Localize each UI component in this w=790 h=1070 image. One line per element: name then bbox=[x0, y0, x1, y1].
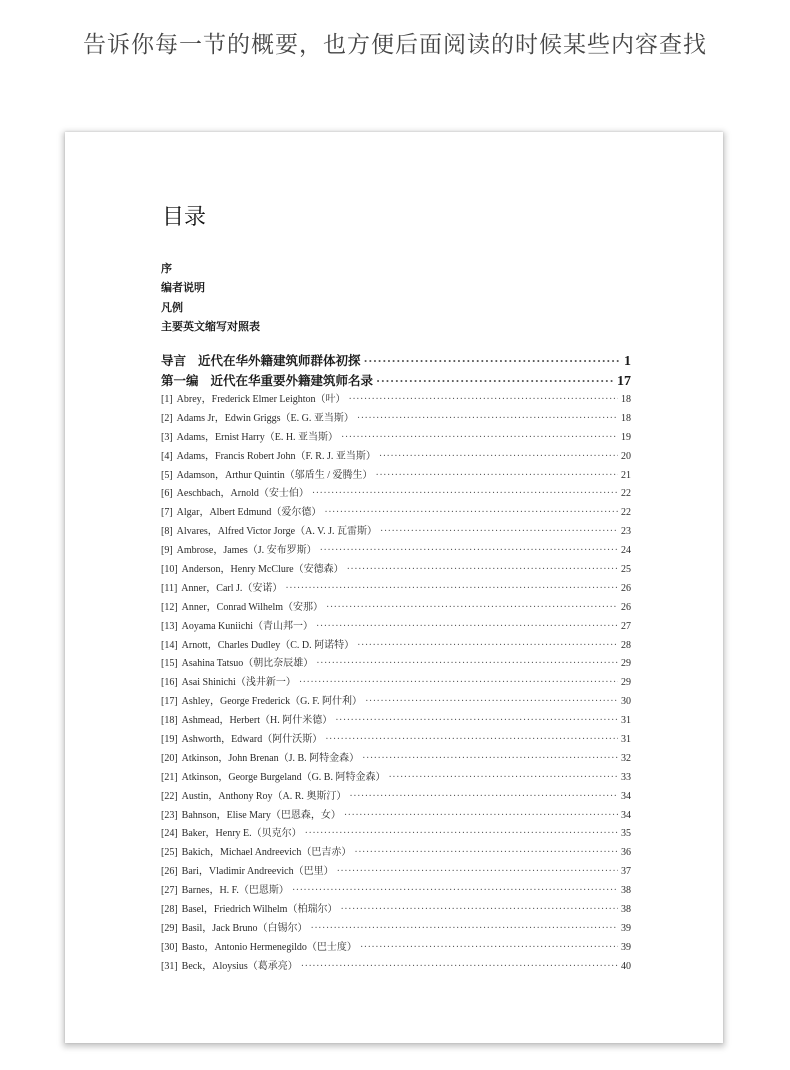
front-matter-item: 主要英文缩写对照表 bbox=[161, 319, 260, 333]
entry-number: [14] bbox=[161, 639, 178, 651]
entry-name: Baker，Henry E.（贝克尔） bbox=[181, 828, 302, 840]
page-number: 40 bbox=[621, 960, 631, 972]
toc-entry bbox=[161, 504, 631, 523]
dot-leader bbox=[316, 655, 618, 674]
entry-name: Asai Shinichi（浅井新一） bbox=[181, 677, 296, 689]
entry-name: Algar，Albert Edmund（爱尔德） bbox=[176, 507, 322, 519]
entry-name: Aoyama Kuniichi（青山邦一） bbox=[181, 620, 314, 632]
entry-number: [25] bbox=[161, 847, 178, 859]
toc-entry bbox=[161, 769, 631, 788]
page-number: 23 bbox=[621, 526, 631, 538]
page-number: 39 bbox=[621, 922, 631, 934]
entry-name: Bari，Vladimir Andreevich（巴里） bbox=[181, 866, 334, 878]
page-number: 27 bbox=[621, 620, 631, 632]
toc-entry bbox=[161, 863, 631, 882]
entry-name: Asahina Tatsuo（朝比奈辰雄） bbox=[181, 658, 314, 670]
entry-name: Austin，Anthony Roy（A. R. 奥斯汀） bbox=[181, 790, 347, 802]
entry-number: [23] bbox=[161, 809, 178, 821]
dot-leader bbox=[337, 863, 618, 882]
toc-entry bbox=[161, 712, 631, 731]
toc-entry bbox=[161, 807, 631, 826]
dot-leader bbox=[349, 391, 618, 410]
page-number: 18 bbox=[621, 412, 631, 424]
dot-leader bbox=[324, 504, 618, 523]
toc-entry bbox=[161, 882, 631, 901]
page-number: 1 bbox=[624, 354, 631, 369]
toc-entry bbox=[161, 637, 631, 656]
page-number: 34 bbox=[621, 790, 631, 802]
dot-leader bbox=[357, 410, 618, 429]
page-number: 29 bbox=[621, 677, 631, 689]
toc-entry bbox=[161, 825, 631, 844]
page-number: 32 bbox=[621, 752, 631, 764]
entry-number: [18] bbox=[161, 715, 178, 727]
page-title: 目录 bbox=[162, 205, 207, 230]
page-number: 19 bbox=[621, 431, 631, 443]
entry-number: [19] bbox=[161, 734, 178, 746]
toc-entry bbox=[161, 410, 631, 429]
toc-entry bbox=[161, 901, 631, 920]
entry-name: Anner，Carl J.（安诺） bbox=[181, 582, 283, 594]
dot-leader bbox=[292, 882, 618, 901]
entry-number: [21] bbox=[161, 771, 178, 783]
toc-entry bbox=[161, 429, 631, 448]
toc-entry bbox=[161, 939, 631, 958]
entry-number: [6] bbox=[161, 488, 173, 500]
toc-list bbox=[161, 351, 631, 977]
toc-entry bbox=[161, 523, 631, 542]
banner-caption: 告诉你每一节的概要，也方便后面阅读的时候某些内容查找 bbox=[83, 32, 707, 58]
page-number: 37 bbox=[621, 866, 631, 878]
entry-number: [4] bbox=[161, 450, 173, 462]
toc-entry bbox=[161, 674, 631, 693]
entry-name: Adamson，Arthur Quintin（邬盾生 / 爱腾生） bbox=[176, 469, 373, 481]
dot-leader bbox=[305, 825, 618, 844]
dot-leader bbox=[299, 674, 618, 693]
page-number: 38 bbox=[621, 904, 631, 916]
entry-name: Bahnson，Elise Mary（巴恩森，女） bbox=[181, 809, 341, 821]
toc-entry bbox=[161, 750, 631, 769]
dot-leader bbox=[301, 958, 618, 977]
toc-entry bbox=[161, 693, 631, 712]
entry-name: Atkinson，John Brenan（J. B. 阿特金森） bbox=[181, 752, 360, 764]
entry-number: [20] bbox=[161, 752, 178, 764]
entry-name: Adams，Ernist Harry（E. H. 亚当斯） bbox=[176, 431, 339, 443]
entry-name: Basto，Antonio Hermenegildo（巴士度） bbox=[181, 941, 357, 953]
entry-number: [13] bbox=[161, 620, 178, 632]
entry-number: [9] bbox=[161, 545, 173, 557]
entry-number: [28] bbox=[161, 904, 178, 916]
page-number: 31 bbox=[621, 734, 631, 746]
dot-leader bbox=[285, 580, 618, 599]
front-matter-item: 序 bbox=[161, 262, 172, 275]
toc-entry bbox=[161, 920, 631, 939]
page-number: 26 bbox=[621, 582, 631, 594]
page-number: 35 bbox=[621, 828, 631, 840]
entry-number: [7] bbox=[161, 507, 173, 519]
dot-leader bbox=[335, 712, 618, 731]
dot-leader bbox=[325, 731, 618, 750]
page-number: 39 bbox=[621, 941, 631, 953]
entry-name: Anner，Conrad Wilhelm（安那） bbox=[181, 601, 324, 613]
entry-name: Aeschbach，Arnold（安士伯） bbox=[176, 488, 309, 500]
toc-entry bbox=[161, 580, 631, 599]
toc-entry bbox=[161, 391, 631, 410]
toc-section bbox=[161, 351, 631, 371]
dot-leader bbox=[365, 693, 618, 712]
page-number: 29 bbox=[621, 658, 631, 670]
toc-entry bbox=[161, 448, 631, 467]
entry-number: [16] bbox=[161, 677, 178, 689]
dot-leader bbox=[344, 807, 618, 826]
dot-leader bbox=[326, 599, 618, 618]
toc-entry bbox=[161, 844, 631, 863]
page-number: 28 bbox=[621, 639, 631, 651]
entry-number: [3] bbox=[161, 431, 173, 443]
entry-number: [26] bbox=[161, 866, 178, 878]
entry-name: Adams，Francis Robert John（F. R. J. 亚当斯） bbox=[176, 450, 376, 462]
dot-leader bbox=[312, 485, 618, 504]
toc-entry bbox=[161, 542, 631, 561]
entry-name: Basel，Friedrich Wilhelm（柏瑞尔） bbox=[181, 904, 338, 916]
entry-name: Atkinson，George Burgeland（G. B. 阿特金森） bbox=[181, 771, 386, 783]
entry-number: [17] bbox=[161, 696, 178, 708]
toc-entry bbox=[161, 561, 631, 580]
dot-leader bbox=[380, 523, 618, 542]
entry-number: [2] bbox=[161, 412, 173, 424]
toc-entry bbox=[161, 958, 631, 977]
dot-leader bbox=[354, 844, 618, 863]
dot-leader bbox=[360, 939, 618, 958]
entry-number: [15] bbox=[161, 658, 178, 670]
entry-name: Ashley，George Frederick（G. F. 阿什利） bbox=[181, 696, 363, 708]
entry-name: Barnes，H. F.（巴恩斯） bbox=[181, 885, 289, 897]
dot-leader bbox=[364, 351, 621, 371]
entry-number: [30] bbox=[161, 941, 178, 953]
toc-entry bbox=[161, 731, 631, 750]
page-number: 38 bbox=[621, 885, 631, 897]
entry-number: [10] bbox=[161, 564, 178, 576]
entry-name: Ashworth，Edward（阿什沃斯） bbox=[181, 734, 323, 746]
dot-leader bbox=[340, 901, 618, 920]
entry-name: Bakich，Michael Andreevich（巴吉赤） bbox=[181, 847, 352, 859]
page-number: 25 bbox=[621, 564, 631, 576]
entry-number: [5] bbox=[161, 469, 173, 481]
front-matter-item: 编者说明 bbox=[161, 281, 205, 295]
page-number: 26 bbox=[621, 601, 631, 613]
entry-name: Ashmead，Herbert（H. 阿什米德） bbox=[181, 715, 333, 727]
entry-name: Alvares，Alfred Victor Jorge（A. V. J. 瓦雷斯） bbox=[176, 526, 377, 538]
page-number: 22 bbox=[621, 488, 631, 500]
page-number: 21 bbox=[621, 469, 631, 481]
entry-number: [8] bbox=[161, 526, 173, 538]
front-matter-list bbox=[161, 259, 260, 336]
entry-name: Anderson，Henry McClure（安德森） bbox=[181, 564, 344, 576]
dot-leader bbox=[349, 788, 618, 807]
entry-number: [1] bbox=[161, 394, 173, 405]
page-number: 36 bbox=[621, 847, 631, 859]
dot-leader bbox=[311, 920, 619, 939]
section-label: 导言 bbox=[161, 354, 187, 368]
toc-entry bbox=[161, 788, 631, 807]
entry-name: Beck，Aloysius（葛承亮） bbox=[181, 960, 298, 972]
dot-leader bbox=[316, 618, 618, 637]
section-title: 近代在华外籍建筑师群体初探 bbox=[198, 354, 361, 368]
page-number: 31 bbox=[621, 715, 631, 727]
entry-number: [31] bbox=[161, 960, 178, 972]
page-number: 20 bbox=[621, 450, 631, 462]
dot-leader bbox=[357, 637, 618, 656]
page-number: 22 bbox=[621, 507, 631, 519]
entry-number: [22] bbox=[161, 790, 178, 802]
page-number: 18 bbox=[621, 394, 631, 405]
dot-leader bbox=[376, 371, 614, 391]
entry-name: Abrey，Frederick Elmer Leighton（叶） bbox=[176, 394, 346, 405]
toc-section bbox=[161, 371, 631, 391]
toc-entry bbox=[161, 467, 631, 486]
dot-leader bbox=[341, 429, 618, 448]
toc-entry bbox=[161, 655, 631, 674]
entry-name: Ambrose，James（J. 安布罗斯） bbox=[176, 545, 317, 557]
dot-leader bbox=[362, 750, 618, 769]
dot-leader bbox=[388, 769, 618, 788]
section-title: 近代在华重要外籍建筑师名录 bbox=[210, 374, 374, 388]
toc-entry bbox=[161, 599, 631, 618]
entry-number: [12] bbox=[161, 601, 178, 613]
entry-number: [24] bbox=[161, 828, 178, 840]
page-number: 34 bbox=[621, 809, 631, 821]
entry-name: Basil，Jack Bruno（白锡尔） bbox=[181, 922, 308, 934]
dot-leader bbox=[379, 448, 618, 467]
entry-number: [29] bbox=[161, 922, 178, 934]
entry-name: Adams Jr，Edwin Griggs（E. G. 亚当斯） bbox=[176, 412, 354, 424]
toc-entry bbox=[161, 618, 631, 637]
front-matter-item: 凡例 bbox=[161, 300, 183, 314]
page-number: 17 bbox=[617, 374, 631, 389]
toc-entry bbox=[161, 485, 631, 504]
book-page bbox=[65, 132, 723, 1043]
dot-leader bbox=[376, 467, 619, 486]
entry-number: [27] bbox=[161, 885, 178, 897]
section-label: 第一编 bbox=[161, 374, 199, 388]
dot-leader bbox=[347, 561, 618, 580]
page-number: 24 bbox=[621, 545, 631, 557]
entry-number: [11] bbox=[161, 582, 178, 594]
dot-leader bbox=[320, 542, 618, 561]
entry-name: Arnott，Charles Dudley（C. D. 阿诺特） bbox=[181, 639, 355, 651]
page-number: 33 bbox=[621, 771, 631, 783]
page-number: 30 bbox=[621, 696, 631, 708]
